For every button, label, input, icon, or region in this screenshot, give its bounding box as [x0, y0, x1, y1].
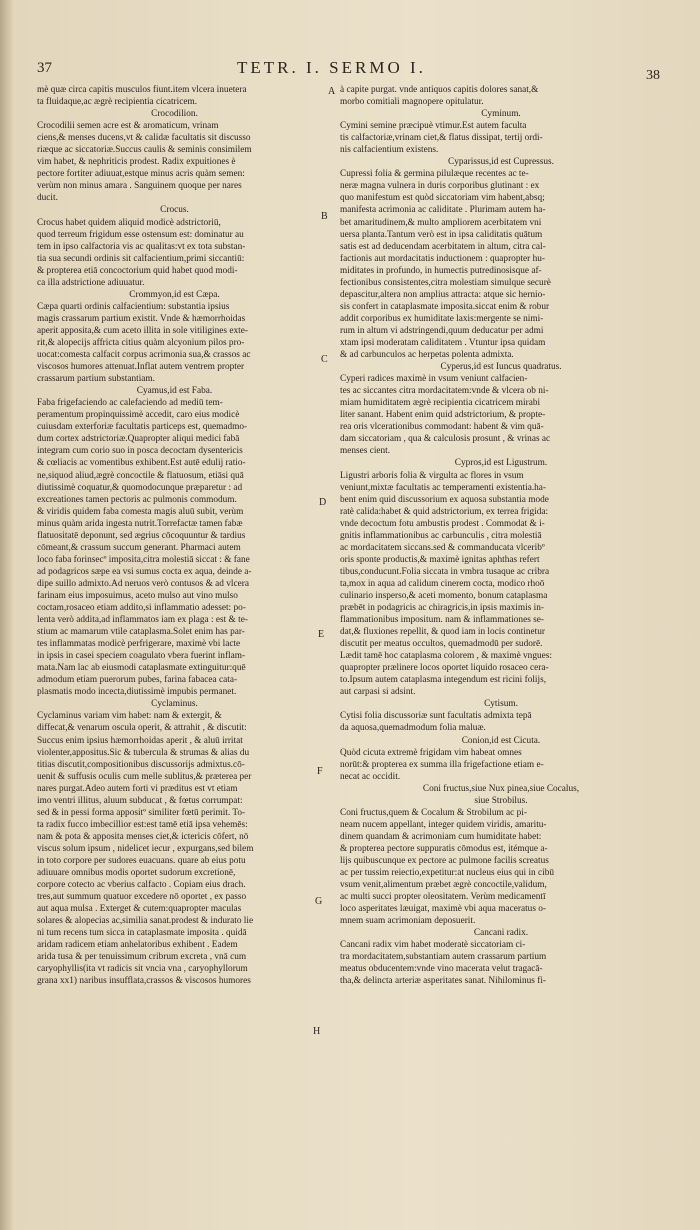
margin-letter-c: C	[321, 354, 328, 365]
entry-heading: siue Strobilus.	[474, 795, 528, 806]
entry-heading: Cancani radix.	[473, 928, 529, 939]
text-line: corpore cotecto ac vberius calfacto . Copiam eius drach.	[37, 880, 246, 891]
text-line: nis calfacientium existens.	[340, 145, 439, 156]
text-line: integram cum corio suo in posca decoctam dysentericis	[37, 446, 243, 457]
text-line: viscus solum ipsum , nidelicet iecur , expurgans,sed bilem	[37, 843, 254, 854]
text-line: plasmatis modo incecta,diutissimè impubis permanet.	[37, 687, 237, 698]
text-line: quo manifestum est quòd siccatoriam vim habent,absq;	[340, 193, 545, 204]
right-text-column	[340, 84, 662, 988]
left-text-column	[37, 84, 312, 988]
text-line: magis crassarum partium existit. Vnde & hæmorrhoidas	[37, 313, 246, 324]
margin-letter-d: D	[319, 497, 327, 508]
text-line: addit corporibus ex humiditate laxis:mergente se nimi-	[340, 313, 544, 324]
text-line: in toto corpore per sudores euacuans. quare ab eius potu	[37, 856, 246, 866]
text-line: tes inflammatas modicè perfrigerare, maximè vbi lacte	[37, 639, 241, 650]
text-line: adiuuare omnibus modis oportet sudorum excretionē,	[37, 868, 236, 879]
text-line: diutissimè coquatur,& quomodocunque præparetur : ad	[37, 482, 243, 493]
text-line: norūt:& propterea ex summa illa frigefactione etiam e-	[340, 759, 544, 770]
text-line: & ad carbunculos ac herpetas polenta admixta.	[340, 350, 514, 361]
text-line: præbēt in podagricis ac chiragricis,in ipsis maximis in-	[340, 603, 544, 614]
text-line: morbo comitiali magnopere opitulatur.	[340, 97, 484, 108]
text-line: aut carpasi si adsint.	[340, 687, 416, 698]
text-line: tes ac siccantes citra mordacitatem:vnde & vlcera ob ni-	[340, 386, 549, 397]
margin-letter-b: B	[321, 211, 328, 222]
text-line: bet amaritudinem,& multo ampliorem acerbitatem vni	[340, 217, 542, 228]
text-line: & cœliacis ac vomentibus exhibent.Est autē edulij ratio-	[37, 458, 246, 469]
text-line: ac mordacitatem siccans.sed & commanducata vlceribº	[340, 542, 545, 553]
margin-letter-a: A	[328, 86, 336, 97]
text-line: ni tum recens tum sicca in cataplasmate imposita . quidā	[37, 928, 247, 939]
text-line: tibus,conducunt.Folia siccata in vmbra tusaque ac cribra	[340, 566, 550, 577]
text-line: à capite purgat. vnde antiquos capitis dolores sanat,&	[340, 85, 539, 95]
text-line: pectore fortiter adiuuat,estque minus acris quàm semen:	[37, 169, 245, 180]
text-line: stium ac mamarum vtile cataplasma.Solet enim has par-	[37, 627, 245, 638]
text-line: aridam radicem etiam anhelatoribus exhibent . Eadem	[37, 940, 238, 951]
text-line: manifesta acrimonia ac caliditate . Plurimam autem ha-	[340, 205, 546, 216]
text-line: imo ventri illitus, aluum subducat , & fœtus corrumpat:	[37, 795, 243, 806]
text-line: cuiusdam exterforiæ facultatis particeps est, quemadmo-	[37, 422, 248, 433]
text-line: minus quàm arida ingesta nutrit.Torrefactæ tamen fabæ	[37, 518, 243, 529]
text-line: vsum venit,alimentum præbet ægrè concoctile,validum,	[340, 880, 547, 891]
text-line: crassarum partium substantiam.	[37, 374, 155, 385]
text-line: Quòd cicuta extremè frigidam vim habeat omnes	[340, 747, 522, 758]
entry-heading: Cyparissus,id est Cupressus.	[448, 157, 554, 168]
text-line: mè quæ circa capitis musculos fiunt.item vlcera inuetera	[37, 85, 247, 95]
entry-heading: Cyperus,id est Iuncus quadratus.	[440, 362, 562, 373]
text-line: Cymini semine præcipuè vtimur.Est autem faculta	[340, 121, 527, 132]
text-line: tres,aut summum quatuor excedere nō oportet , ex passo	[37, 892, 247, 903]
text-line: factionis aut mordacitatis inductionem : quapropter hu-	[340, 253, 545, 264]
entry-heading: Cyclaminus.	[151, 699, 198, 710]
text-line: Crocus habet quidem aliquid modicè adstrictoriū,	[37, 217, 221, 228]
entry-heading: Coni fructus,siue Nux pinea,siue Cocalus,	[422, 783, 580, 794]
text-line: meatus obducentem:vnde vino macerata velut tragacā-	[340, 964, 543, 975]
text-line: ad podagricos sæpe ea vsi sumus cocta ex aqua, deinde a-	[37, 566, 252, 577]
text-line: dum cortex adstrictoriæ.Quapropter aliqui medici fabā	[37, 434, 240, 445]
right-page-number: 38	[646, 68, 660, 83]
text-line: dam siccatoriam , qua & calculosis prosunt , & vrinas ac	[340, 434, 551, 445]
margin-letter-g: G	[315, 896, 323, 907]
text-line: da aquosa,quemadmodum folia maluæ.	[340, 723, 486, 734]
text-line: necat ac occidit.	[340, 771, 401, 782]
left-page-number: 37	[37, 60, 52, 76]
text-line: discutit per meatus occultos, quemadmodū per sudorē.	[340, 639, 543, 650]
text-line: dinem quandam & acrimoniam cum humiditate habet:	[340, 831, 542, 842]
text-line: Cupressi folia & germina pilulæque recentes ac te-	[340, 169, 529, 180]
text-line: excreationes tamen pectoris ac pulmonis commodum.	[37, 494, 237, 505]
text-line: vnde decoctum fotu ambustis prodest . Commodat & i-	[340, 518, 545, 529]
text-line: neam nucem appellant, integer quidem viridis, amaritu-	[340, 819, 547, 830]
text-line: ac multi succi propter oleositatem. Verùm medicamentī	[340, 892, 546, 903]
entry-heading: Crocus.	[160, 205, 189, 216]
text-line: Crocodilii semen acre est & aromaticum, vrinam	[37, 121, 219, 132]
text-line: Cæpa quarti ordinis calfacientium: substantia ipsius	[37, 301, 230, 312]
running-title: TETR. I. SERMO I.	[237, 58, 426, 77]
text-line: ta radix fucco imbecillior est:est tamē etiā ipsa vehemēs:	[37, 819, 248, 830]
text-line: Lædit tamē hoc cataplasma colorem , & maximè vngues:	[340, 651, 552, 662]
text-line: uersa planta.Tantum verò est in ipsa caliditatis quātum	[340, 229, 543, 240]
text-line: tra mordacitatem,substantiam autem crassarum partium	[340, 952, 547, 963]
text-line: ratè calida:habet & quid adstrictorium, ex terrea frigida:	[340, 506, 549, 517]
text-line: nam & pota & apposita menses ciet,& ictericis cōfert, nō	[37, 831, 249, 842]
text-line: ta,mox in aqua ad calidum cinerem cocta, modico rhoō	[340, 578, 545, 589]
text-line: grana xx1) naribus insufflata,crassos & viscosos humores	[37, 976, 251, 987]
text-line: flammationibus impositum. nam & inflammationes se-	[340, 615, 544, 626]
text-line: caryophyllis(ita vt radicis sit vncia vna , caryophyllorum	[37, 964, 248, 975]
text-line: Cyclaminus variam vim habet: nam & extergit, &	[37, 711, 222, 722]
text-line: viscosos humores attenuat.Inflat autem ventrem propter	[37, 362, 245, 373]
text-line: solares & alopecias ac,similia sanat.prodest & indurato lie	[37, 916, 254, 927]
text-line: arida tusa & per tenuissimum cribrum excreta , vnā cum	[37, 952, 247, 963]
text-line: sed & in pessi forma appositº similiter fœtū perimit. To-	[37, 807, 246, 818]
text-line: miditates in profundo, in humectis putredinosisque af-	[340, 265, 542, 276]
text-line: ta fluidaque,ac ægrè recipientia cicatricem.	[37, 97, 198, 108]
entry-heading: Crocodilion.	[151, 109, 198, 120]
text-line: vim habet, & nephriticis prodest. Radix expuitiones è	[37, 157, 236, 168]
entry-heading: Cyminum.	[481, 109, 521, 120]
text-line: ciens,& menses ducens,vt & calidæ facultatis sit discusso	[37, 133, 251, 144]
text-line: mata.Nam lac ab eiusmodi cataplasmate extinguitur:quē	[37, 663, 246, 674]
entry-heading: Crommyon,id est Cæpa.	[129, 289, 220, 300]
entry-heading: Cytisum.	[484, 699, 518, 710]
page-gutter-shadow	[0, 0, 14, 1230]
text-line: ac per tussim reiectio,expetitur:at nucleus eius qui in cibū	[340, 868, 555, 879]
text-line: quapropter prælinere locos oportet liquido rosaceo cera-	[340, 663, 549, 674]
text-line: miam humiditatem ægrè recipientia cicatricem mirabi	[340, 398, 541, 409]
text-line: titias discutit,compositionibus discussorijs admixtus.cō-	[37, 759, 245, 770]
text-line: Faba frigefaciendo ac calefaciendo ad mediū tem-	[37, 398, 223, 409]
margin-letter-f: F	[317, 766, 323, 777]
text-line: ne,siquod aliud,ægrè concoctile & flatuosum, etiāsi quā	[37, 470, 244, 481]
text-line: ca illa adstrictione adiuuatur.	[37, 277, 145, 288]
text-line: quod terreum frigidum esse ostensum est: dominatur au	[37, 229, 244, 240]
text-line: riæque ac siccatoriæ.Succus caulis & seminis consimilem	[37, 145, 252, 156]
text-line: flatuositatē deponunt, sed ægrius cōcoquuntur & tardius	[37, 530, 246, 541]
text-line: & viridis quidem faba comesta magis aluū subit, verùm	[37, 506, 244, 517]
text-line: ducit.	[37, 193, 58, 204]
text-line: to.Ipsum autem cataplasma integendum est ricini folijs,	[340, 675, 547, 686]
text-line: nares purgat.Adeo autem forti vi præditus est vt etiam	[37, 783, 238, 794]
text-line: liter sanant. Habent enim quid adstrictorium, & propte-	[340, 410, 546, 421]
text-line: in ipsis in casei speciem coagulato vbera fuerint inflam-	[37, 651, 246, 662]
text-line: menses cient.	[340, 446, 391, 457]
entry-heading: Cypros,id est Ligustrum.	[454, 458, 548, 469]
text-line: sis confert in cataplasmate imposita.siccat enim & robur	[340, 301, 550, 312]
text-line: lijs quibuscunque ex pectore ac pulmone facilis screatus	[340, 856, 549, 866]
entry-heading: Cyamus,id est Faba.	[136, 386, 213, 397]
text-line: dipe suillo admixto.Ad neruos verò contusos & ad vlcera	[37, 578, 249, 589]
text-line: diffecat,& venarum oscula operit, & attrahit , & discutit:	[37, 723, 247, 734]
text-line: xtam ipsi moderatam caliditatem . Vtuntur ipsa quidam	[340, 337, 546, 348]
text-line: peramentum propinquissimè accedit, caro eius modicè	[37, 410, 240, 421]
running-header	[37, 58, 660, 83]
text-line: depascitur,altera non amplius attracta: atque sic hernio-	[340, 289, 546, 300]
text-line: admodum etiam puerorum pubes, farina fabacea cata-	[37, 675, 238, 686]
text-line: & propterea pectore suppuratis cōmodus est, itémque a-	[340, 843, 548, 854]
text-line: bent enim quid discussorium ex aquosa substantia mode	[340, 494, 549, 505]
margin-letter-e: E	[318, 629, 325, 640]
text-line: rit,& alopecijs affricta citius quàm alcyonium pilos pro-	[37, 337, 245, 348]
text-line: mnem suam acrimoniam deposuerit.	[340, 916, 476, 927]
text-line: rea oris vlcerationibus commodant: habent & vim quā-	[340, 422, 544, 433]
text-line: Cytisi folia discussoriæ sunt facultatis admixta tepā	[340, 711, 532, 722]
entry-heading: Conion,id est Cicuta.	[461, 735, 541, 746]
text-line: tha,& delincta arteriæ asperitates sanat. Nihilominus fi-	[340, 976, 547, 987]
text-line: neræ magna vulnera in duris corporibus glutinant : ex	[340, 181, 540, 192]
text-line: satis est ad deducendam acerbitatem in altum, citra cal-	[340, 241, 546, 252]
text-line: tia sua secundi ordinis sit calfacientium,primi siccantiū:	[37, 253, 245, 264]
text-line: tem in ipso calfactoria vis ac qualitas:vt ex tota substan-	[37, 241, 246, 252]
text-line: culinario insperso,& aceti momento, bonum cataplasma	[340, 590, 548, 601]
text-line: dat,& fluxiones repellit, & quod iam in locis continetur	[340, 627, 546, 638]
margin-letter-h: H	[313, 1026, 321, 1037]
text-line: rum in altum vi adstringendi,quum deducatur per admi	[340, 325, 544, 336]
text-line: veniunt,mixtæ facultatis ac temperamenti existentia.ha-	[340, 482, 547, 493]
text-line: farinam eius imposuimus, aceto mulso aut vino mulso	[37, 590, 238, 601]
text-line: aut aqua mulsa . Exterget & cutem:quapropter maculas	[37, 904, 242, 915]
text-line: aperit apposita,& cum aceto illita in sole vitiligines exte-	[37, 325, 248, 336]
text-line: gnitis inflammationibus ac carbunculis , citra molestiā	[340, 530, 542, 541]
text-line: tis calfactoriæ,vrinam ciet,& flatus dissipat, tertij ordi-	[340, 133, 543, 144]
text-line: uenit & suffusis oculis cum melle sublitus,& præterea per	[37, 771, 252, 782]
text-line: loco asperitates læuigat, maximè vbi aqua maceratus o-	[340, 904, 547, 915]
text-line: Cyperi radices maximè in vsum veniunt calfacien-	[340, 374, 528, 385]
text-line: Ligustri arboris folia & virgulta ac flores in vsum	[340, 470, 524, 481]
text-line: Coni fructus,quem & Cocalum & Strobilum ac pi-	[340, 807, 527, 818]
text-line: violenter,appositus.Sic & tubercula & strumas & alias du	[37, 747, 250, 758]
text-line: oris sponte productis,& maximè ignitas aphthas refert	[340, 554, 540, 565]
text-line: coctam,rosaceo etiam addito,si inflammatio adesset: po-	[37, 603, 246, 614]
text-line: loco faba forinsecº imposita,citra molestiā siccat : & fane	[37, 554, 250, 565]
text-line: & propterea etiā concoctorium quid habet quod modi-	[37, 265, 238, 276]
text-line: lenta verò addita,ad inflammatos iam ex plaga : est & te-	[37, 615, 248, 626]
text-line: Succus enim ipsius hæmorrhoidas aperit , & aluū irritat	[37, 735, 243, 746]
text-line: cōmeant,& crassum succum generant. Pharmaci autem	[37, 542, 241, 553]
text-line: uocat:comesta calfacit corpus acrimonia sua,& crassos ac	[37, 350, 251, 361]
text-line: verùm non minus amara . Sanguinem quoque per nares	[37, 181, 242, 192]
text-line: Cancani radix vim habet moderatè siccatoriam ci-	[340, 940, 526, 951]
text-line: fectionibus consistentes,citra molestiam simulque securè	[340, 277, 551, 288]
